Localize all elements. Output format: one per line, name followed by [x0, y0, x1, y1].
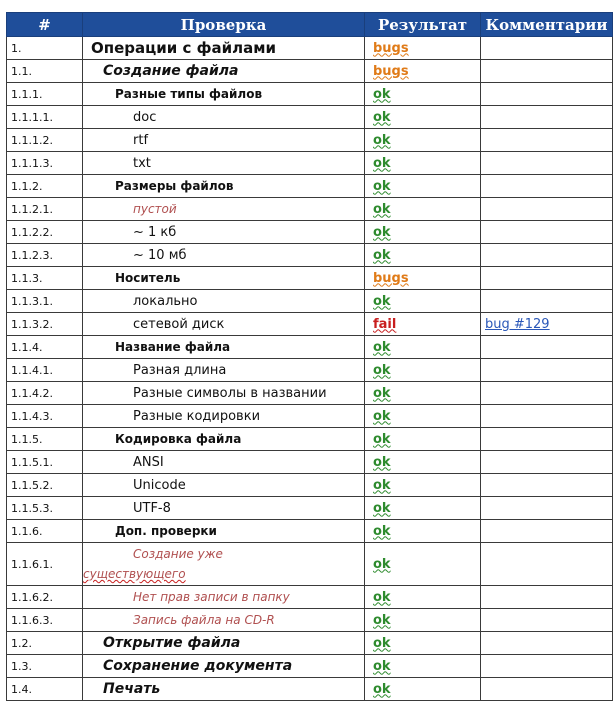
result-cell	[365, 632, 481, 655]
result-cell	[365, 474, 481, 497]
result-status-ok: ok	[373, 612, 391, 628]
comment-cell	[481, 451, 613, 474]
row-number: 1.2.	[7, 632, 83, 655]
check-cell	[83, 543, 365, 586]
result-status-bugs: bugs	[373, 63, 409, 79]
check-cell	[83, 678, 365, 701]
table-row	[7, 586, 613, 609]
check-cell	[83, 221, 365, 244]
result-status-ok: ok	[373, 132, 391, 148]
result-status-ok: ok	[373, 408, 391, 424]
result-status-ok: ok	[373, 178, 391, 194]
result-status-ok: ok	[373, 431, 391, 447]
comment-cell	[481, 474, 613, 497]
check-label: локально	[133, 293, 198, 309]
result-cell	[365, 586, 481, 609]
result-status-ok: ok	[373, 385, 391, 401]
check-cell	[83, 497, 365, 520]
table-row	[7, 520, 613, 543]
check-cell	[83, 609, 365, 632]
result-status-ok: ok	[373, 86, 391, 102]
table-row	[7, 474, 613, 497]
row-number: 1.1.3.2.	[7, 313, 83, 336]
comment-cell	[481, 37, 613, 60]
comment-cell	[481, 609, 613, 632]
comment-cell	[481, 221, 613, 244]
result-cell	[365, 451, 481, 474]
check-label: Сохранение документа	[103, 658, 293, 674]
row-number: 1.1.1.3.	[7, 152, 83, 175]
check-label: Носитель	[115, 271, 181, 285]
table-row	[7, 313, 613, 336]
row-number: 1.	[7, 37, 83, 60]
comment-cell	[481, 152, 613, 175]
result-cell	[365, 244, 481, 267]
check-cell	[83, 175, 365, 198]
table-row	[7, 221, 613, 244]
check-label: Печать	[103, 681, 161, 697]
check-label: Создание файла	[103, 63, 239, 79]
check-cell	[83, 60, 365, 83]
result-status-ok: ok	[373, 589, 391, 605]
row-number: 1.1.4.2.	[7, 382, 83, 405]
table-row	[7, 405, 613, 428]
comment-cell	[481, 405, 613, 428]
check-label: ~ 1 кб	[133, 224, 177, 240]
result-cell	[365, 497, 481, 520]
table-row	[7, 543, 613, 586]
comment-cell	[481, 313, 613, 336]
comment-cell	[481, 198, 613, 221]
table-row	[7, 609, 613, 632]
table-row	[7, 678, 613, 701]
check-cell	[83, 520, 365, 543]
row-number: 1.1.2.1.	[7, 198, 83, 221]
comment-cell	[481, 359, 613, 382]
check-label: rtf	[133, 132, 149, 148]
result-status-ok: ok	[373, 454, 391, 470]
result-cell	[365, 83, 481, 106]
row-number: 1.1.3.	[7, 267, 83, 290]
header-num: #	[7, 13, 83, 37]
comment-cell	[481, 175, 613, 198]
check-label: ~ 10 мб	[133, 247, 187, 263]
row-number: 1.1.6.1.	[7, 543, 83, 586]
check-label: сетевой диск	[133, 316, 225, 332]
test-checklist-table	[6, 12, 613, 701]
row-number: 1.1.	[7, 60, 83, 83]
header-result: Результат	[365, 13, 481, 37]
table-row	[7, 106, 613, 129]
table-row	[7, 336, 613, 359]
table-row	[7, 428, 613, 451]
check-cell	[83, 359, 365, 382]
comment-cell	[481, 428, 613, 451]
result-status-ok: ok	[373, 523, 391, 539]
row-number: 1.1.6.	[7, 520, 83, 543]
table-row	[7, 83, 613, 106]
table-row	[7, 451, 613, 474]
check-label: Разная длина	[133, 362, 227, 378]
check-cell	[83, 106, 365, 129]
result-cell	[365, 60, 481, 83]
result-cell	[365, 678, 481, 701]
result-status-ok: ok	[373, 681, 391, 697]
table-row	[7, 267, 613, 290]
comment-cell	[481, 586, 613, 609]
check-label-line2: существующего	[83, 567, 186, 581]
row-number: 1.4.	[7, 678, 83, 701]
result-status-ok: ok	[373, 556, 391, 572]
check-label: txt	[133, 155, 151, 171]
result-cell	[365, 267, 481, 290]
check-cell	[83, 313, 365, 336]
result-cell	[365, 405, 481, 428]
result-status-ok: ok	[373, 635, 391, 651]
row-number: 1.1.2.2.	[7, 221, 83, 244]
check-cell	[83, 267, 365, 290]
check-label-line1: Создание уже	[133, 547, 223, 561]
result-cell	[365, 609, 481, 632]
result-status-bugs: bugs	[373, 40, 409, 56]
result-cell	[365, 129, 481, 152]
check-label: Разные кодировки	[133, 408, 261, 424]
comment-cell	[481, 382, 613, 405]
check-cell	[83, 83, 365, 106]
comment-cell	[481, 60, 613, 83]
header-row	[7, 13, 613, 37]
result-status-ok: ok	[373, 293, 391, 309]
table-row	[7, 60, 613, 83]
check-cell	[83, 336, 365, 359]
result-cell	[365, 37, 481, 60]
row-number: 1.1.1.2.	[7, 129, 83, 152]
result-status-ok: ok	[373, 247, 391, 263]
table-row	[7, 37, 613, 60]
result-status-fail: fail	[373, 316, 397, 332]
row-number: 1.1.4.1.	[7, 359, 83, 382]
comment-cell	[481, 267, 613, 290]
check-label: Кодировка файла	[115, 432, 242, 446]
check-cell	[83, 655, 365, 678]
result-status-ok: ok	[373, 201, 391, 217]
result-status-ok: ok	[373, 362, 391, 378]
check-cell	[83, 290, 365, 313]
result-cell	[365, 221, 481, 244]
table-row	[7, 198, 613, 221]
comment-cell	[481, 129, 613, 152]
result-status-ok: ok	[373, 658, 391, 674]
row-number: 1.1.5.	[7, 428, 83, 451]
comment-cell	[481, 336, 613, 359]
table-row	[7, 175, 613, 198]
check-label: Разные символы в названии	[133, 385, 327, 401]
result-status-ok: ok	[373, 155, 391, 171]
check-cell	[83, 405, 365, 428]
check-cell	[83, 586, 365, 609]
comment-cell	[481, 290, 613, 313]
check-cell	[83, 428, 365, 451]
check-label: UTF-8	[133, 500, 171, 516]
table-row	[7, 632, 613, 655]
table-row	[7, 152, 613, 175]
table-row	[7, 359, 613, 382]
check-label: Открытие файла	[103, 635, 241, 651]
result-cell	[365, 543, 481, 586]
comment-cell	[481, 632, 613, 655]
comment-cell	[481, 244, 613, 267]
result-cell	[365, 428, 481, 451]
row-number: 1.1.1.	[7, 83, 83, 106]
check-label: ANSI	[133, 454, 164, 470]
table-row	[7, 497, 613, 520]
check-cell	[83, 632, 365, 655]
header-comment: Комментарии	[481, 13, 613, 37]
result-cell	[365, 382, 481, 405]
result-status-ok: ok	[373, 109, 391, 125]
result-status-bugs: bugs	[373, 270, 409, 286]
row-number: 1.1.4.	[7, 336, 83, 359]
row-number: 1.1.6.3.	[7, 609, 83, 632]
result-status-ok: ok	[373, 339, 391, 355]
check-cell	[83, 451, 365, 474]
result-cell	[365, 313, 481, 336]
comment-cell	[481, 497, 613, 520]
result-cell	[365, 290, 481, 313]
check-label: пустой	[133, 202, 177, 216]
result-status-ok: ok	[373, 224, 391, 240]
row-number: 1.1.4.3.	[7, 405, 83, 428]
check-label: Размеры файлов	[115, 179, 234, 193]
row-number: 1.1.5.2.	[7, 474, 83, 497]
comment-cell	[481, 543, 613, 586]
check-label: Unicode	[133, 477, 186, 493]
table-row	[7, 290, 613, 313]
comment-cell	[481, 83, 613, 106]
row-number: 1.1.5.3.	[7, 497, 83, 520]
check-cell	[83, 474, 365, 497]
result-cell	[365, 198, 481, 221]
row-number: 1.3.	[7, 655, 83, 678]
check-label: Доп. проверки	[115, 524, 217, 538]
check-label: Нет прав записи в папку	[133, 590, 290, 604]
check-cell	[83, 244, 365, 267]
check-label: Запись файла на CD-R	[133, 613, 275, 627]
check-cell	[83, 129, 365, 152]
comment-cell	[481, 106, 613, 129]
check-cell	[83, 37, 365, 60]
result-status-ok: ok	[373, 500, 391, 516]
result-cell	[365, 655, 481, 678]
row-number: 1.1.3.1.	[7, 290, 83, 313]
check-label: doc	[133, 109, 157, 125]
row-number: 1.1.2.	[7, 175, 83, 198]
check-cell	[83, 198, 365, 221]
check-cell	[83, 152, 365, 175]
check-label: Разные типы файлов	[115, 87, 263, 101]
table-row	[7, 382, 613, 405]
check-label: Название файла	[115, 340, 231, 354]
result-cell	[365, 152, 481, 175]
row-number: 1.1.2.3.	[7, 244, 83, 267]
result-cell	[365, 106, 481, 129]
comment-cell	[481, 678, 613, 701]
result-cell	[365, 175, 481, 198]
result-status-ok: ok	[373, 477, 391, 493]
result-cell	[365, 520, 481, 543]
row-number: 1.1.1.1.	[7, 106, 83, 129]
table-row	[7, 655, 613, 678]
row-number: 1.1.6.2.	[7, 586, 83, 609]
result-cell	[365, 336, 481, 359]
header-check: Проверка	[83, 13, 365, 37]
result-cell	[365, 359, 481, 382]
comment-cell	[481, 520, 613, 543]
table-row	[7, 244, 613, 267]
table-row	[7, 129, 613, 152]
row-number: 1.1.5.1.	[7, 451, 83, 474]
check-label: Операции с файлами	[91, 39, 277, 57]
check-cell	[83, 382, 365, 405]
comment-cell	[481, 655, 613, 678]
bug-link[interactable]: bug #129	[485, 316, 550, 332]
